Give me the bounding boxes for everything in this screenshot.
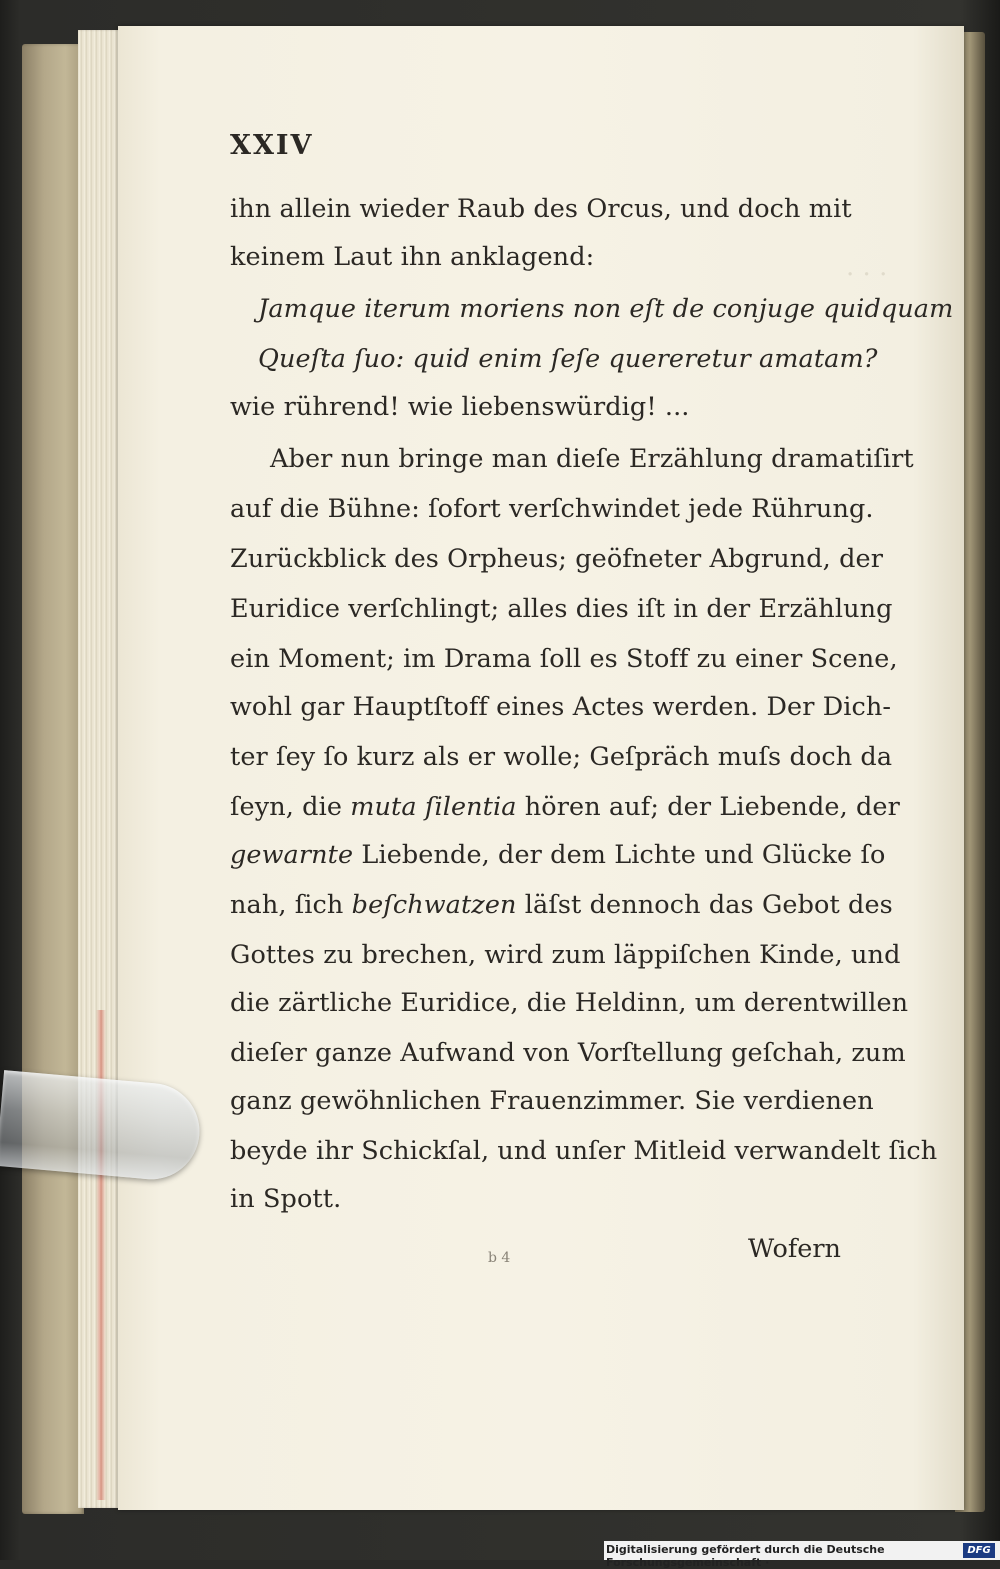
funding-credit: Digitalisierung gefördert durch die Deutsche Forschungsgemeinschaft · bbox=[606, 1543, 885, 1569]
page-numeral: XXIV bbox=[230, 130, 314, 161]
dfg-logo: DFG bbox=[963, 1543, 995, 1558]
book-cover-board bbox=[22, 44, 84, 1514]
text-line-21: in Spott. bbox=[230, 1184, 342, 1214]
text-line-15: nah, ſich beſchwatzen läſst dennoch das Gebot des bbox=[230, 890, 893, 920]
signature-mark: b 4 bbox=[488, 1250, 511, 1266]
text-line-13: ſeyn, die muta ſilentia hören auf; der Liebende, der bbox=[230, 792, 900, 822]
text-line-7: auf die Bühne: ſofort verſchwindet jede Rührung. bbox=[230, 494, 874, 524]
text-line-10: ein Moment; im Drama ſoll es Stoff zu einer Scene, bbox=[230, 644, 898, 674]
text-line-6: Aber nun bringe man dieſe Erzählung dramatiſirt bbox=[270, 444, 914, 474]
text-line-3: Jamque iterum moriens non eſt de conjuge quidquam bbox=[258, 294, 954, 324]
catchword: Wofern bbox=[748, 1234, 841, 1264]
text-line-8: Zurückblick des Orpheus; geöfneter Abgrund, der bbox=[230, 544, 883, 574]
text-line-12: ter ſey ſo kurz als er wolle; Geſpräch muſs doch da bbox=[230, 742, 893, 772]
text-line-5: wie rührend! wie liebenswürdig! ... bbox=[230, 392, 690, 422]
text-line-19: ganz gewöhnlichen Frauenzimmer. Sie verdienen bbox=[230, 1086, 874, 1116]
text-line-11: wohl gar Hauptſtoff eines Actes werden. Der Dich- bbox=[230, 692, 892, 722]
text-line-1: ihn allein wieder Raub des Orcus, und doch mit bbox=[230, 194, 852, 224]
text-line-17: die zärtliche Euridice, die Heldinn, um derentwillen bbox=[230, 988, 909, 1018]
text-line-9: Euridice verſchlingt; alles dies iſt in der Erzählung bbox=[230, 594, 893, 624]
text-line-14: gewarnte Liebende, der dem Lichte und Glücke ſo bbox=[230, 840, 886, 870]
text-line-18: dieſer ganze Aufwand von Vorſtellung geſchah, zum bbox=[230, 1038, 906, 1068]
text-line-2: keinem Laut ihn anklagend: bbox=[230, 242, 595, 272]
show-through-1: . . . bbox=[846, 252, 888, 282]
text-line-4: Queſta ſuo: quid enim ſeſe quereretur amatam? bbox=[258, 344, 878, 374]
text-line-16: Gottes zu brechen, wird zum läppiſchen Kinde, und bbox=[230, 940, 901, 970]
text-line-20: beyde ihr Schickſal, und unſer Mitleid verwandelt ſich bbox=[230, 1136, 938, 1166]
